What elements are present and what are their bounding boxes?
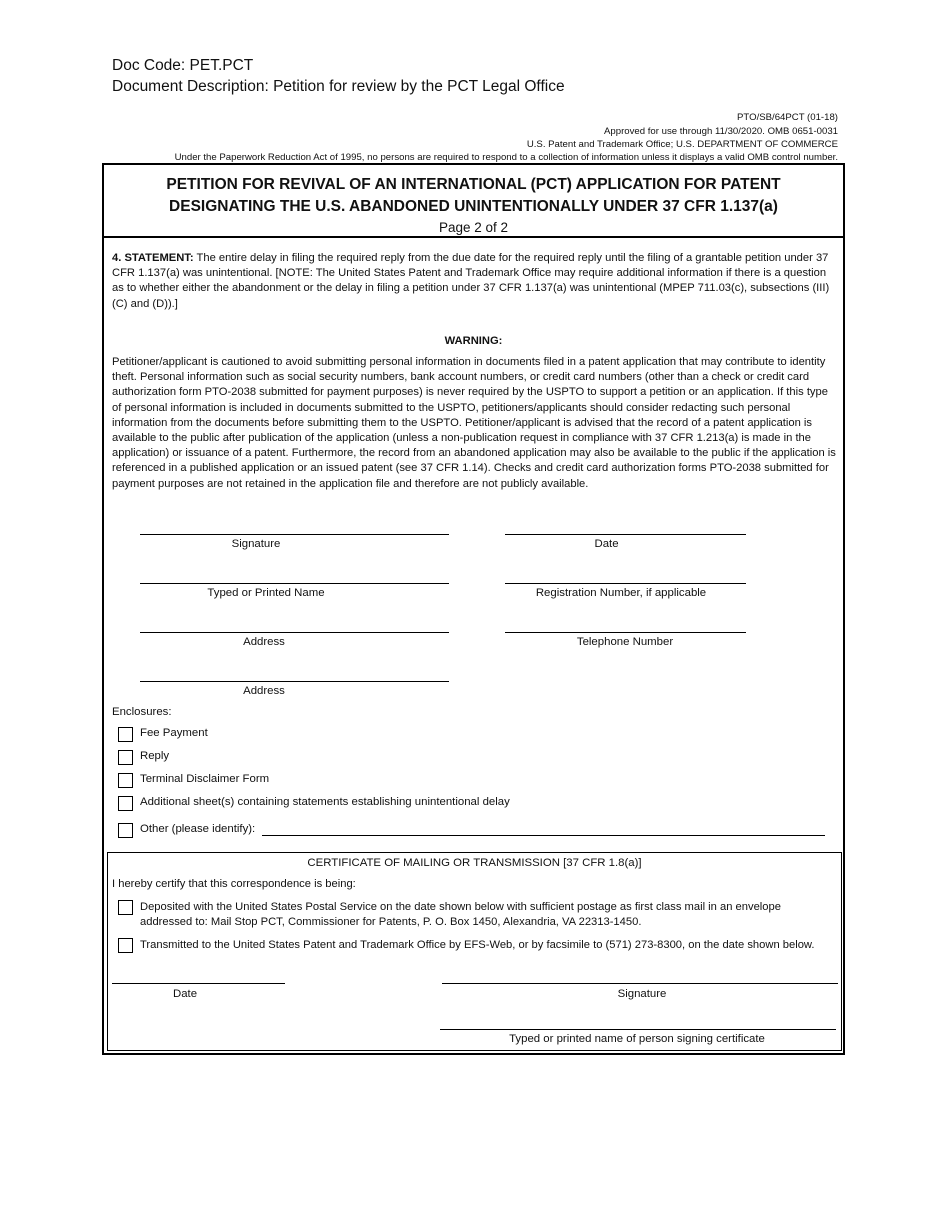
fee-payment-label: Fee Payment — [140, 727, 208, 739]
terminal-disclaimer-label: Terminal Disclaimer Form — [140, 773, 270, 785]
reply-label: Reply — [140, 750, 170, 762]
form-title-line1: PETITION FOR REVIVAL OF AN INTERNATIONAL (PCT) APPLICATION FOR PATENT — [166, 176, 781, 193]
signature-label: Signature — [231, 538, 281, 550]
omb-agency: U.S. Patent and Trademark Office; U.S. DEPARTMENT OF COMMERCE — [526, 139, 838, 150]
enclosures-heading: Enclosures: — [112, 706, 172, 718]
other-identify-line[interactable] — [262, 835, 825, 836]
registration-line[interactable] — [505, 583, 746, 584]
other-checkbox[interactable] — [118, 823, 133, 838]
typed-name-label: Typed or Printed Name — [207, 587, 325, 599]
fee-payment-checkbox[interactable] — [118, 727, 133, 742]
address-line-1[interactable] — [140, 632, 449, 633]
address-label-2: Address — [243, 685, 285, 697]
omb-approval: Approved for use through 11/30/2020. OMB 0651-0031 — [604, 126, 838, 137]
other-label: Other (please identify): — [140, 823, 256, 835]
warning-text: Petitioner/applicant is cautioned to avoid submitting personal information in documents filed in a patent application that may contribute to identity theft. Personal information such as social security numbers, bank account numbers, or credit card numbers (other than a check or credit card authorization form PTO-2038 submitted for payment purposes) is never required by the USPTO to support a petition or an application. If this type of personal information is included in documents submitted to the USPTO, petitioners/applicants should consider redacting such personal information from the documents before submitting them to the USPTO. Petitioner/applicant is advised that the record of a patent application is available to the public after publication of the application (unless a non-publication request in compliance with 37 CFR 1.213(a) is made in the application) or issuance of a patent. Furthermore, the record from an abandoned application may also be available to the public if the application is referenced in a published application or an issued patent (see 37 CFR 1.14). Checks and credit card authorization forms PTO-2038 submitted for payment purposes are not retained in the application file and therefore are not publicly available. — [112, 356, 836, 490]
signature-line[interactable] — [140, 534, 449, 535]
certificate-signature-label: Signature — [617, 988, 667, 1000]
address-label-1: Address — [243, 636, 285, 648]
terminal-disclaimer-checkbox[interactable] — [118, 773, 133, 788]
date-label: Date — [594, 538, 619, 550]
statement-paragraph — [112, 251, 838, 312]
additional-sheets-label: Additional sheet(s) containing statements establishing unintentional delay — [140, 796, 510, 808]
date-line[interactable] — [505, 534, 746, 535]
certificate-title: CERTIFICATE OF MAILING OR TRANSMISSION [37 CFR 1.8(a)] — [307, 857, 642, 869]
registration-label: Registration Number, if applicable — [535, 587, 707, 599]
form-title-block — [104, 165, 843, 238]
reply-checkbox[interactable] — [118, 750, 133, 765]
mail-deposit-checkbox[interactable] — [118, 900, 133, 915]
transmission-checkbox[interactable] — [118, 938, 133, 953]
address-line-2[interactable] — [140, 681, 449, 682]
certificate-date-line[interactable] — [112, 983, 285, 984]
form-number: PTO/SB/64PCT (01-18) — [737, 112, 838, 123]
mail-deposit-label: Deposited with the United States Postal Service on the date shown below with sufficient postage as first class mail in an envelope addressed to: Mail Stop PCT, Commissioner for Patents, P. O. Box 1450, Alexandria, VA 22313-1450. — [140, 901, 781, 929]
certificate-intro: I hereby certify that this correspondence is being: — [112, 878, 356, 890]
telephone-line[interactable] — [505, 632, 746, 633]
certificate-date-label: Date — [172, 988, 198, 1000]
page-indicator: Page 2 of 2 — [438, 220, 509, 235]
doc-code: Doc Code: PET.PCT — [112, 57, 254, 74]
doc-description: Document Description: Petition for review by the PCT Legal Office — [112, 78, 565, 95]
certificate-typed-name-label: Typed or printed name of person signing certificate — [509, 1033, 765, 1045]
typed-name-line[interactable] — [140, 583, 449, 584]
statement-text: The entire delay in filing the required reply from the due date for the required reply until the filing of a grantable petition under 37 CFR 1.137(a) was unintentional. [NOTE: The United States Patent and Trademark Office may require additional information if there is a question as to whether either the abandonment or the delay in filing a petition under 37 CFR 1.137(a) was unintentional (MPEP 711.03(c), subsections (III)(C) and (D)).] — [112, 252, 830, 310]
warning-heading: WARNING: — [444, 335, 503, 347]
transmission-label: Transmitted to the United States Patent and Trademark Office by EFS-Web, or by facsimile to (571) 273-8300, on the date shown below. — [140, 939, 815, 951]
form-title-line2: DESIGNATING THE U.S. ABANDONED UNINTENTIONALLY UNDER 37 CFR 1.137(a) — [169, 198, 778, 215]
certificate-typed-name-line[interactable] — [440, 1029, 836, 1030]
paperwork-notice: Under the Paperwork Reduction Act of 1995, no persons are required to respond to a collection of information unless it displays a valid OMB control number. — [174, 152, 838, 163]
additional-sheets-checkbox[interactable] — [118, 796, 133, 811]
statement-label: 4. STATEMENT: — [112, 252, 194, 264]
telephone-label: Telephone Number — [576, 636, 674, 648]
certificate-signature-line[interactable] — [442, 983, 838, 984]
